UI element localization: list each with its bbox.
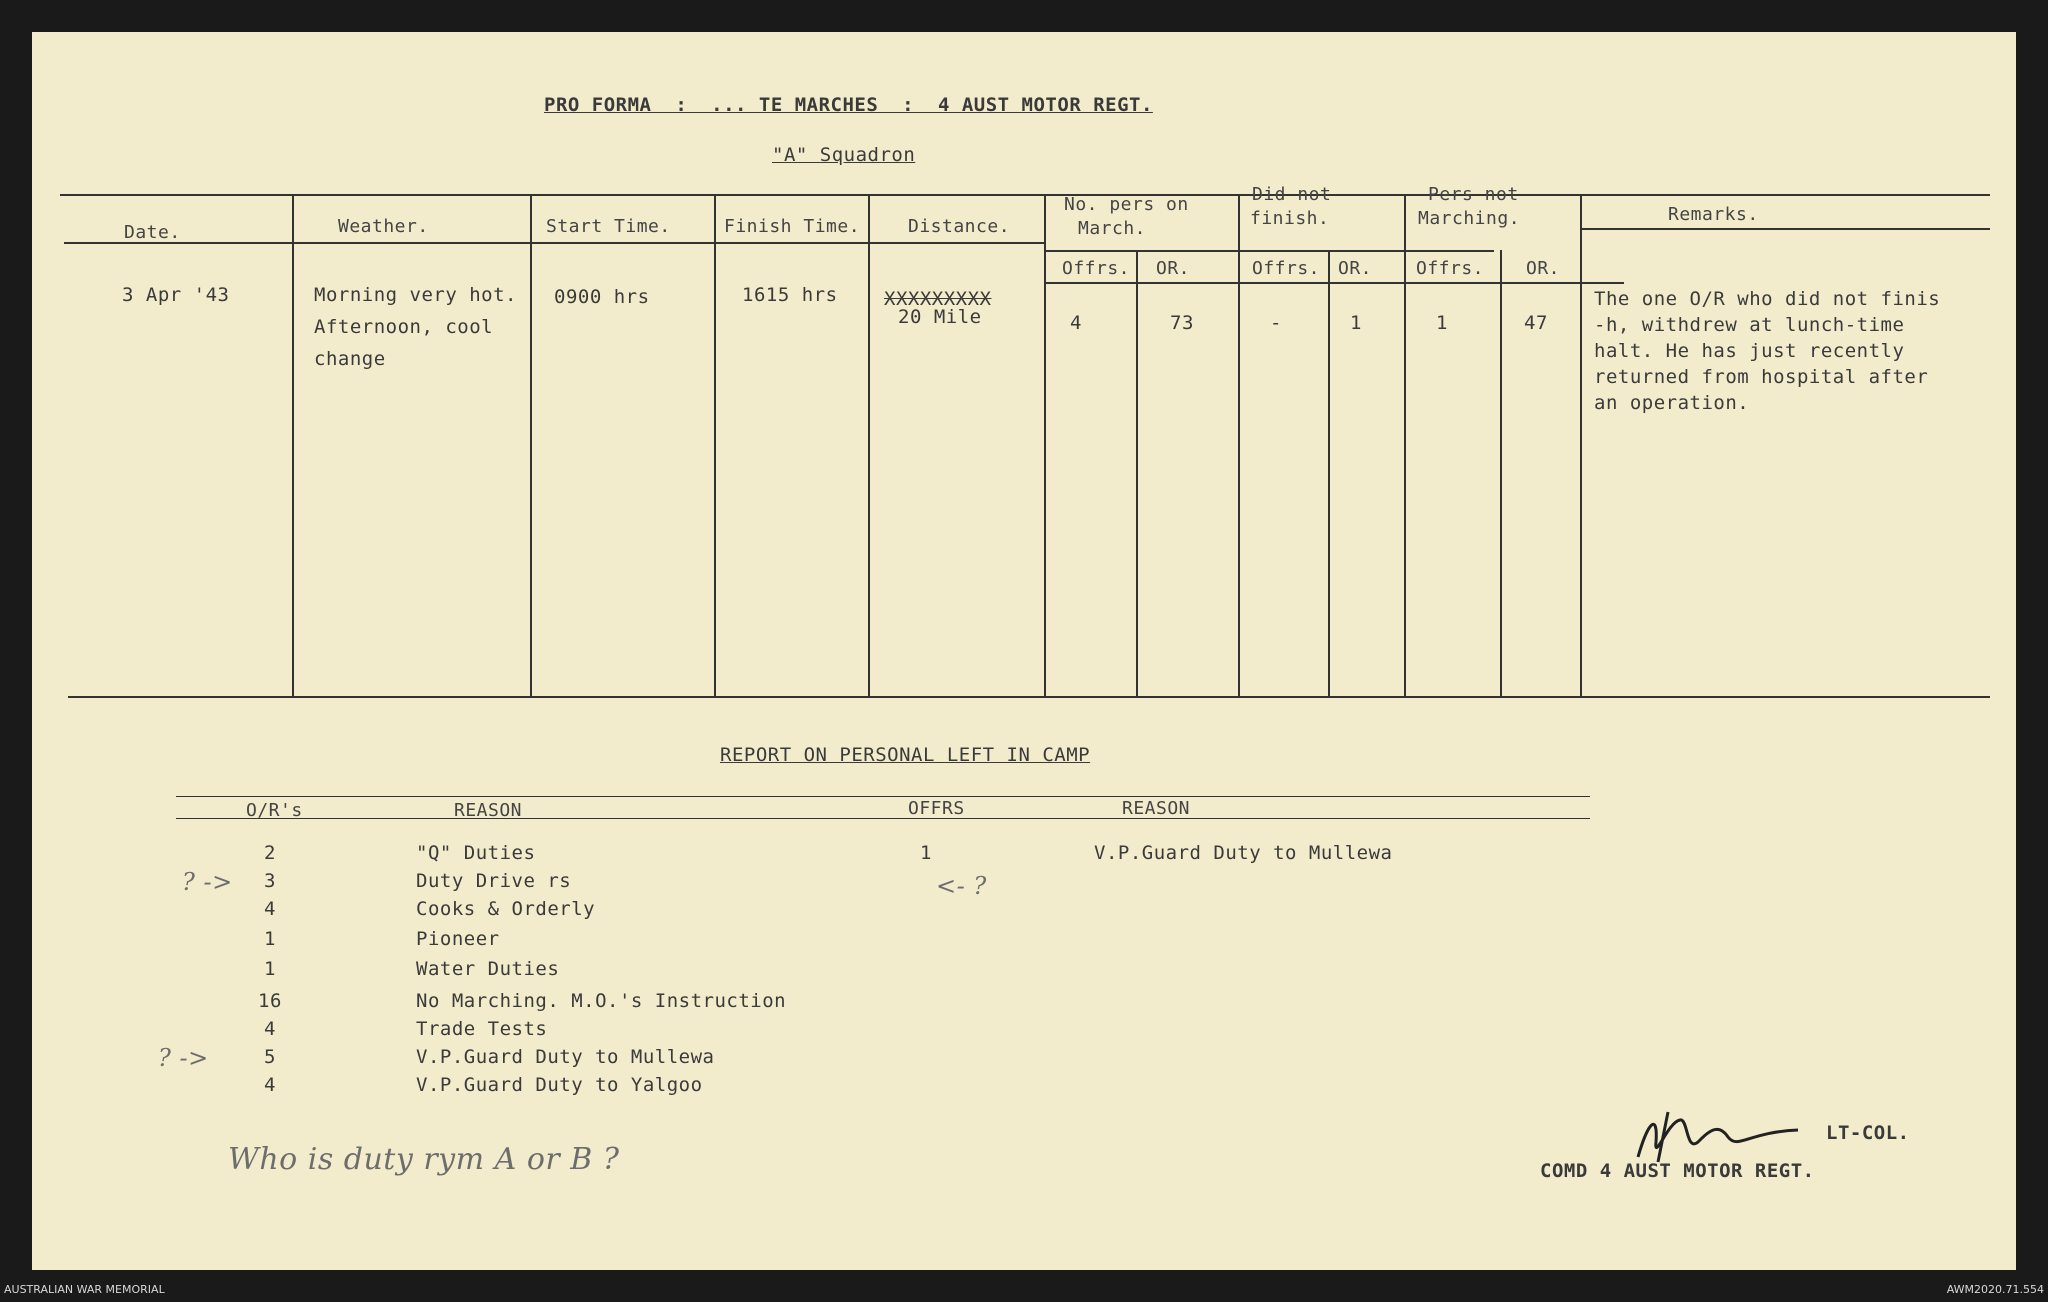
handwritten-question-arrow-2: ? -> bbox=[158, 1044, 209, 1072]
or-count: 1 bbox=[264, 958, 276, 980]
subheader-rule-left bbox=[1044, 250, 1494, 252]
offrs-count: 1 bbox=[920, 842, 932, 864]
report-top-rule bbox=[176, 796, 1590, 797]
or-reason: Trade Tests bbox=[416, 1018, 548, 1040]
col-divider-1 bbox=[292, 194, 294, 696]
or-reason: No Marching. M.O.'s Instruction bbox=[416, 990, 787, 1012]
handwritten-question-arrow-3: <- ? bbox=[936, 872, 987, 900]
col-divider-10 bbox=[1500, 250, 1502, 696]
or-reason: Duty Drive rs bbox=[416, 870, 572, 892]
header-pers-not-2: Marching. bbox=[1418, 208, 1521, 229]
col-divider-5 bbox=[1044, 194, 1046, 696]
header-notm-offrs: Offrs. bbox=[1416, 258, 1485, 279]
col-divider-3 bbox=[714, 194, 716, 696]
cell-weather-line3: change bbox=[314, 348, 386, 370]
or-count: 4 bbox=[264, 898, 276, 920]
table-bottom-rule bbox=[68, 696, 1990, 698]
squadron-label: "A" Squadron bbox=[772, 144, 916, 166]
cell-start-time: 0900 hrs bbox=[554, 286, 650, 308]
header-march-or: OR. bbox=[1156, 258, 1191, 279]
cell-remarks-line4: returned from hospital after bbox=[1594, 366, 1929, 388]
header-no-pers-2: March. bbox=[1078, 218, 1147, 239]
header-weather: Weather. bbox=[338, 216, 429, 237]
header-march-offrs: Offrs. bbox=[1062, 258, 1131, 279]
header-did-not-2: finish. bbox=[1250, 208, 1330, 229]
or-count: 4 bbox=[264, 1018, 276, 1040]
cell-weather-line1: Morning very hot. bbox=[314, 284, 517, 306]
header-no-pers-1: No. pers on bbox=[1064, 194, 1189, 215]
or-count: 4 bbox=[264, 1074, 276, 1096]
report-col-reason: REASON bbox=[454, 800, 523, 821]
or-count: 3 bbox=[264, 870, 276, 892]
handwritten-question-arrow-1: ? -> bbox=[182, 868, 233, 896]
report-col-reason-2: REASON bbox=[1122, 798, 1191, 819]
or-count: 16 bbox=[258, 990, 282, 1012]
col-divider-7 bbox=[1238, 194, 1240, 696]
cell-notm-or: 47 bbox=[1524, 312, 1548, 334]
header-distance: Distance. bbox=[908, 216, 1011, 237]
subheader-rule-right bbox=[1580, 228, 1990, 230]
report-title: REPORT ON PERSONAL LEFT IN CAMP bbox=[720, 744, 1091, 766]
signature-rank: LT-COL. bbox=[1826, 1122, 1910, 1144]
header-dnf-offrs: Offrs. bbox=[1252, 258, 1321, 279]
col-divider-11 bbox=[1580, 194, 1582, 696]
header-did-not-1: Did not bbox=[1252, 184, 1332, 205]
document-title: PRO FORMA : ... TE MARCHES : 4 AUST MOTOR REGT. bbox=[544, 94, 1153, 116]
header-rule bbox=[64, 242, 1044, 244]
cell-finish-time: 1615 hrs bbox=[742, 284, 838, 306]
report-header-rule bbox=[176, 818, 1590, 819]
or-reason: Pioneer bbox=[416, 928, 500, 950]
col-divider-6 bbox=[1136, 250, 1138, 696]
cell-distance-struck: XXXXXXXXX bbox=[884, 288, 992, 310]
or-reason: V.P.Guard Duty to Mullewa bbox=[416, 1046, 715, 1068]
cell-distance: 20 Mile bbox=[898, 306, 982, 328]
or-reason: "Q" Duties bbox=[416, 842, 536, 864]
col-divider-9 bbox=[1404, 194, 1406, 696]
header-pers-not-1: Pers not bbox=[1428, 184, 1519, 205]
or-reason: Water Duties bbox=[416, 958, 560, 980]
signature-unit: COMD 4 AUST MOTOR REGT. bbox=[1540, 1160, 1815, 1182]
header-finish-time: Finish Time. bbox=[724, 216, 861, 237]
table-top-rule bbox=[60, 194, 1990, 196]
or-reason: V.P.Guard Duty to Yalgoo bbox=[416, 1074, 703, 1096]
cell-notm-offrs: 1 bbox=[1436, 312, 1448, 334]
or-count: 5 bbox=[264, 1046, 276, 1068]
cell-dnf-or: 1 bbox=[1350, 312, 1362, 334]
cell-remarks-line1: The one O/R who did not finis bbox=[1594, 288, 1941, 310]
header-dnf-or: OR. bbox=[1338, 258, 1373, 279]
col-divider-4 bbox=[868, 194, 870, 696]
header-start-time: Start Time. bbox=[546, 216, 671, 237]
cell-date: 3 Apr '43 bbox=[122, 284, 230, 306]
col-divider-8 bbox=[1328, 250, 1330, 696]
cell-march-or: 73 bbox=[1170, 312, 1194, 334]
cell-dnf-offrs: - bbox=[1270, 312, 1282, 334]
header-remarks: Remarks. bbox=[1668, 204, 1759, 225]
or-reason: Cooks & Orderly bbox=[416, 898, 596, 920]
offrs-or-rule bbox=[1044, 282, 1624, 284]
handwritten-note: Who is duty rym A or B ? bbox=[228, 1142, 620, 1177]
footer-left: AUSTRALIAN WAR MEMORIAL bbox=[4, 1283, 165, 1296]
cell-remarks-line5: an operation. bbox=[1594, 392, 1750, 414]
document-page bbox=[32, 32, 2016, 1270]
report-col-ors: O/R's bbox=[246, 800, 303, 821]
offrs-reason: V.P.Guard Duty to Mullewa bbox=[1094, 842, 1393, 864]
cell-weather-line2: Afternoon, cool bbox=[314, 316, 494, 338]
cell-march-offrs: 4 bbox=[1070, 312, 1082, 334]
header-notm-or: OR. bbox=[1526, 258, 1561, 279]
cell-remarks-line3: halt. He has just recently bbox=[1594, 340, 1905, 362]
header-date: Date. bbox=[124, 222, 181, 243]
or-count: 1 bbox=[264, 928, 276, 950]
col-divider-2 bbox=[530, 194, 532, 696]
report-col-offrs: OFFRS bbox=[908, 798, 965, 819]
cell-remarks-line2: -h, withdrew at lunch-time bbox=[1594, 314, 1905, 336]
or-count: 2 bbox=[264, 842, 276, 864]
footer-right: AWM2020.71.554 bbox=[1946, 1283, 2044, 1296]
